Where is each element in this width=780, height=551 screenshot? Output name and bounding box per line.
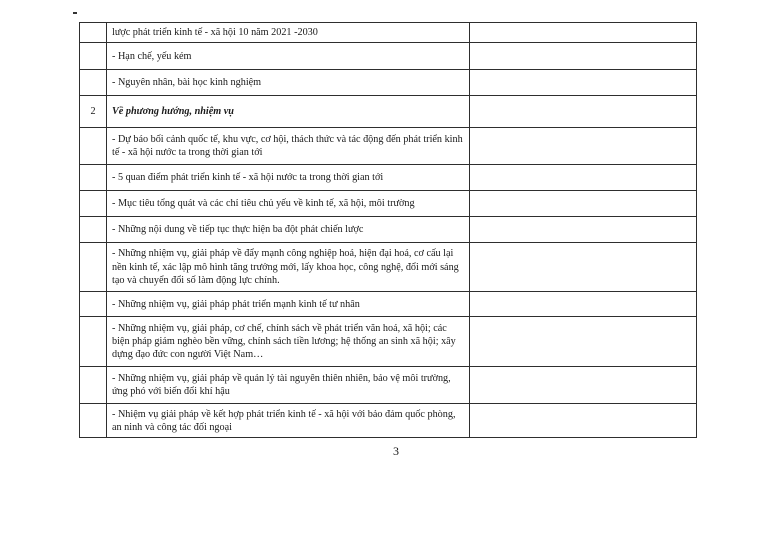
scan-speck <box>73 12 77 14</box>
row-number <box>80 23 107 43</box>
row-content: - Mục tiêu tổng quát và các chỉ tiêu chủ yếu về kinh tế, xã hội, môi trường <box>107 191 470 217</box>
empty-cell <box>470 317 697 367</box>
row-content: - Những nội dung về tiếp tục thực hiện ba đột phát chiến lược <box>107 217 470 243</box>
row-number <box>80 367 107 404</box>
empty-cell <box>470 367 697 404</box>
row-content: - 5 quan điểm phát triển kinh tế - xã hội nước ta trong thời gian tới <box>107 165 470 191</box>
table-row <box>80 165 697 191</box>
row-content: - Nhiệm vụ giải pháp về kết hợp phát triển kinh tế - xã hội với bảo đảm quốc phòng, an ninh và công tác đối ngoại <box>107 404 470 438</box>
row-content: - Hạn chế, yếu kém <box>107 43 470 70</box>
table-row <box>80 292 697 317</box>
table-row <box>80 128 697 165</box>
empty-cell <box>470 292 697 317</box>
table-row <box>80 243 697 292</box>
table-row <box>80 367 697 404</box>
row-content: - Nguyên nhân, bài học kinh nghiệm <box>107 70 470 96</box>
table-row <box>80 217 697 243</box>
table-row <box>80 317 697 367</box>
row-number <box>80 191 107 217</box>
table-row <box>80 43 697 70</box>
row-content: - Những nhiệm vụ, giải pháp về đẩy mạnh công nghiệp hoá, hiện đại hoá, cơ cấu lại nền kinh tế, xác lập mô hình tăng trưởng mới, lấy khoa học, công nghệ, đổi mới sáng tạo và chuyển đổi số làm động lực chính. <box>107 243 470 292</box>
empty-cell <box>470 243 697 292</box>
table-row <box>80 23 697 43</box>
row-number <box>80 292 107 317</box>
row-number <box>80 404 107 438</box>
table-row <box>80 191 697 217</box>
row-number <box>80 128 107 165</box>
empty-cell <box>470 128 697 165</box>
row-content: - Dự báo bối cảnh quốc tế, khu vực, cơ hội, thách thức và tác động đến phát triển kinh tế - xã hội nước ta trong thời gian tới <box>107 128 470 165</box>
row-number <box>80 43 107 70</box>
empty-cell <box>470 217 697 243</box>
row-number <box>80 217 107 243</box>
table-row <box>80 70 697 96</box>
empty-cell <box>470 23 697 43</box>
empty-cell <box>470 43 697 70</box>
row-number <box>80 317 107 367</box>
section-number: 2 <box>80 96 107 128</box>
empty-cell <box>470 70 697 96</box>
table-row <box>80 404 697 438</box>
page-number: 3 <box>393 444 399 458</box>
empty-cell <box>470 96 697 128</box>
empty-cell <box>470 191 697 217</box>
empty-cell <box>470 404 697 438</box>
row-number <box>80 70 107 96</box>
content-table <box>79 22 697 438</box>
row-content: - Những nhiệm vụ, giải pháp về quản lý tài nguyên thiên nhiên, bảo vệ môi trường, ứng phó với biến đổi khí hậu <box>107 367 470 404</box>
row-content: - Những nhiệm vụ, giải pháp, cơ chế, chính sách về phát triển văn hoá, xã hội; các biện pháp giảm nghèo bền vững, chính sách tiền lương; hệ thống an sinh xã hội; xây dựng đạo đức con người Việt Nam… <box>107 317 470 367</box>
row-content: lược phát triển kinh tế - xã hội 10 năm 2021 -2030 <box>107 23 470 43</box>
row-number <box>80 165 107 191</box>
row-number <box>80 243 107 292</box>
row-content: - Những nhiệm vụ, giải pháp phát triển mạnh kinh tế tư nhân <box>107 292 470 317</box>
empty-cell <box>470 165 697 191</box>
table-row <box>80 96 697 128</box>
section-heading: Về phương hướng, nhiệm vụ <box>107 96 470 128</box>
